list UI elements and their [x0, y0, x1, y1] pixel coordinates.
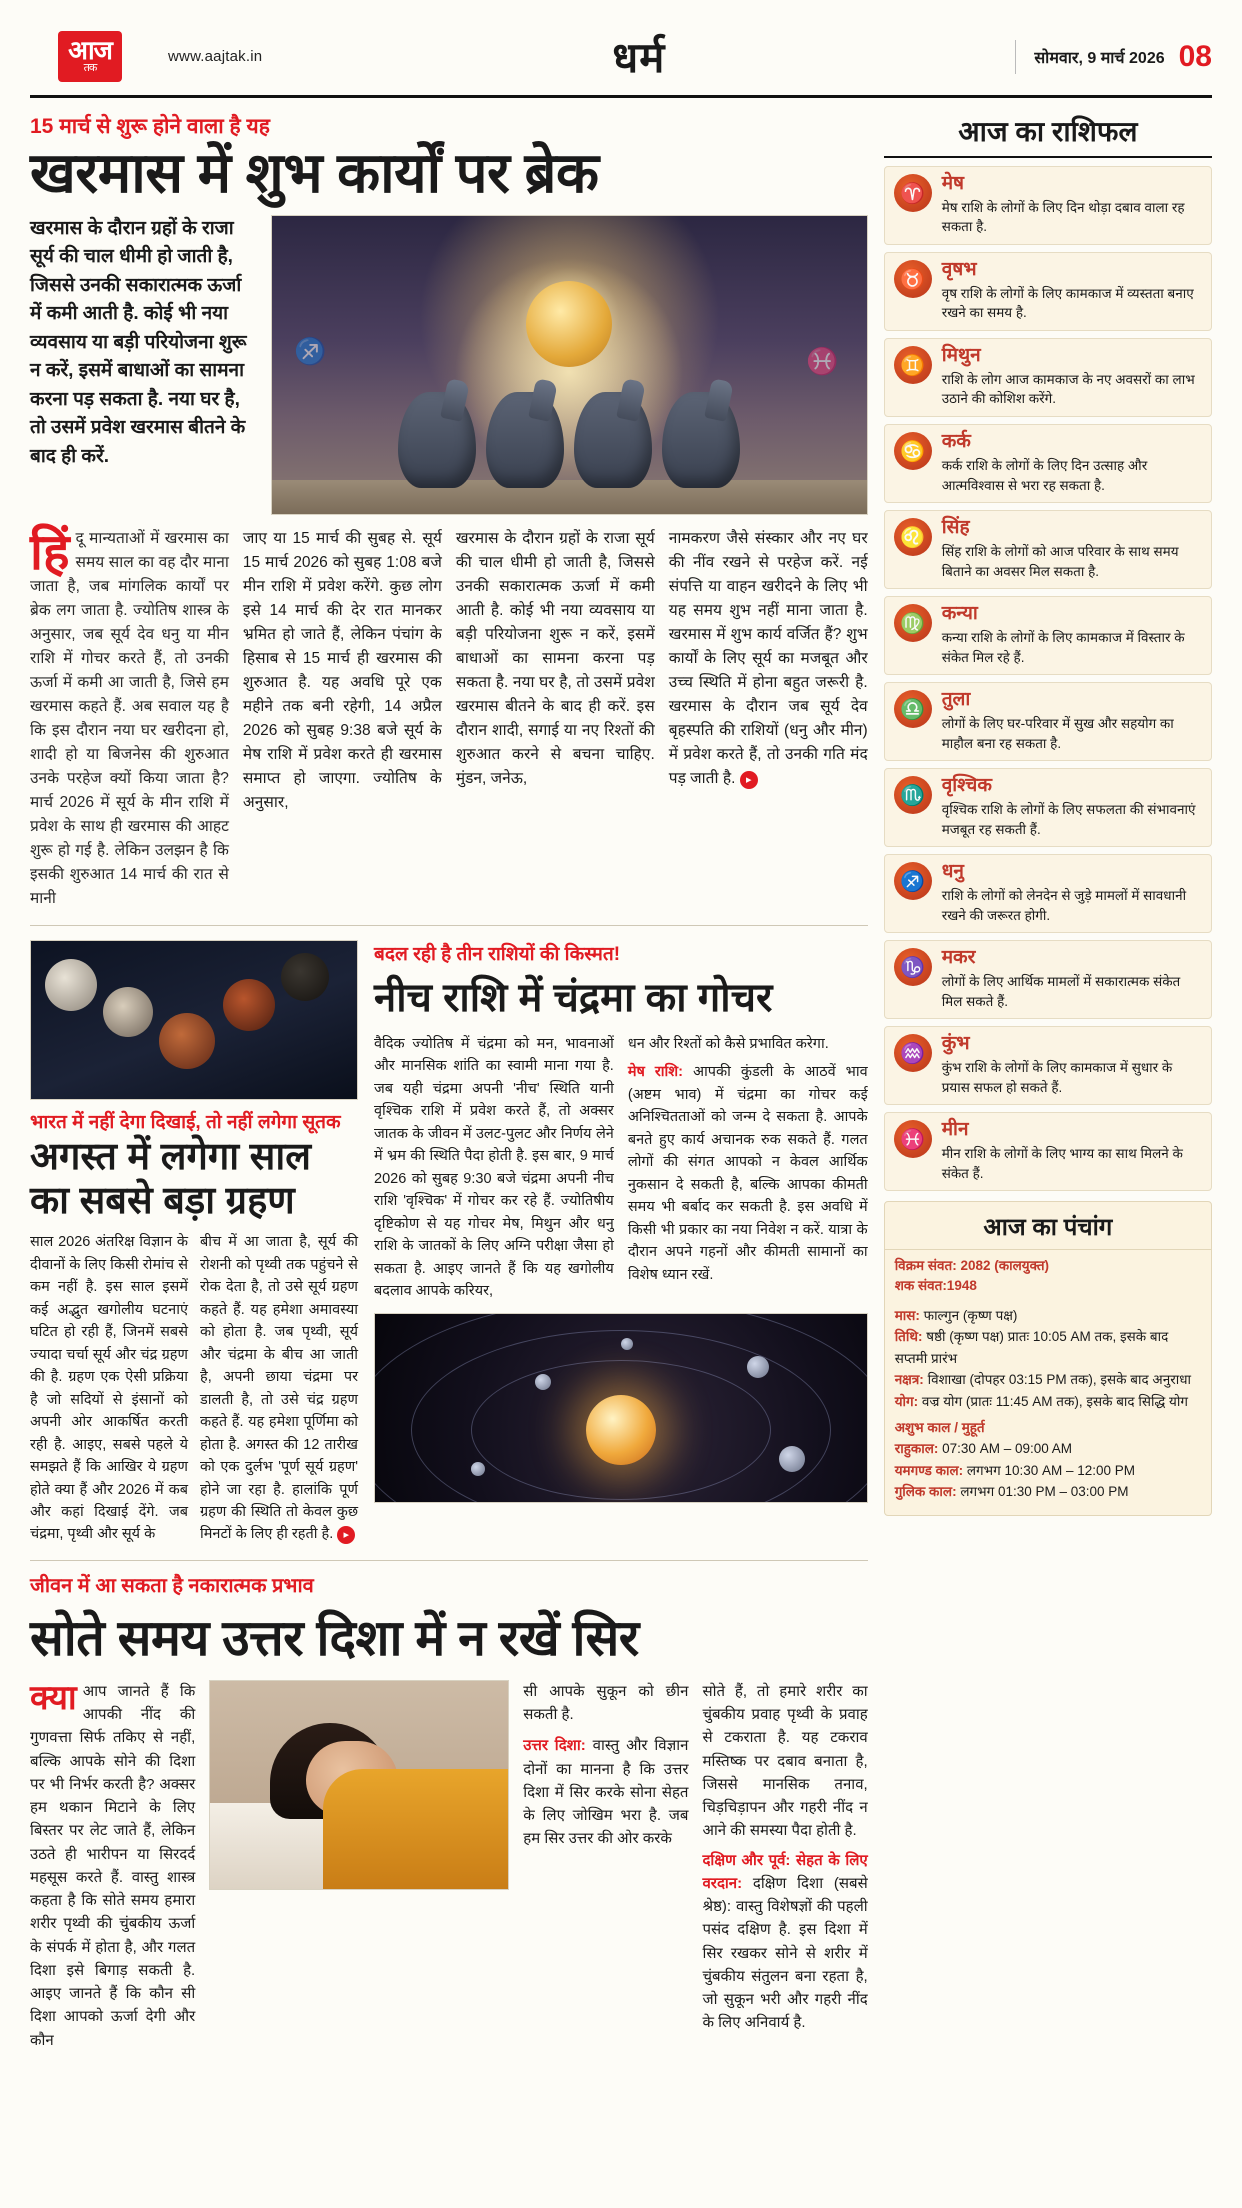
lead-col1-text: दू मान्यताओं में खरमास का समय साल का वह दौर माना जाता है, जब मांगलिक कार्यों पर ब्रेक लग जाता है. ज्योतिष शास्त्र के अनुसार, जब सूर्य देव धनु या मीन राशि में गोचर करते हैं, तो उनकी ऊर्जा में कमी आ जाती है, जिसे हम खरमास कहते हैं. अब सवाल यह है कि इस दौरान नया घर खरीदना हो, शादी हो या बिजनेस की शुरुआत उनके परहेज क्यों किया जाता है? मार्च 2026 में सूर्य के मीन राशि में प्रवेश के साथ ही खरमास की आहट शुरू हो गई है. लेकिन उलझन है कि इसकी शुरुआत 14 मार्च की रात से मानी	[30, 529, 229, 907]
rashifal-item-kanya[interactable]	[884, 596, 1212, 675]
sign-text: मेष राशि के लोगों के लिए दिन थोड़ा दबाव वाला रह सकता है.	[941, 199, 1185, 235]
panchang-label-ashubh: अशुभ काल / मुहूर्त	[894, 1419, 985, 1435]
sleep-col1-text: आप जानते हैं कि आपकी नींद की गुणवत्ता सिर्फ तकिए से नहीं, बल्कि आपके सोने की दिशा पर भी निर्भर करती है? अक्सर हम थकान मिटाने के लिए बिस्तर पर लेट जाते हैं, लेकिन उठते ही भारीपन या सिरदर्द महसूस करते हैं. वास्तु शास्त्र कहता है कि सोते समय हमारा शरीर पृथ्वी की चुंबकीय ऊर्जा के संपर्क में होता है, और गलत दिशा इसे बिगाड़ सकती है. आइए जानते हैं कि कौन सी दिशा आपको ऊर्जा देगी और कौन	[30, 1682, 196, 2049]
rashifal-item-mesh[interactable]	[884, 166, 1212, 245]
moon-column-2	[628, 1033, 868, 1303]
panchang-label-yog: योग:	[894, 1394, 919, 1410]
cancer-zodiac-icon: ♋	[894, 432, 932, 470]
eclipse-col2-text: बीच में आ जाता है, सूर्य की रोशनी को पृथ्वी तक पहुंचने से रोक देता है, तो उसे सूर्य ग्रहण कहते हैं. यह हमेशा अमावस्या को होता है. जब पृथ्वी, सूर्य और चंद्रमा के बीच आ जाती है, अपनी छाया चंद्रमा पर डालती है, तो उसे चंद्र ग्रहण कहते हैं. यह हमेशा पूर्णिमा को होता है. अगस्त की 12 तारीख को एक दुर्लभ 'पूर्ण सूर्य ग्रहण' होने जा रहा है. हालांकि पूर्ण ग्रहण की स्थिति तो केवल कुछ मिनटों के लिए ही रहती है.	[200, 1234, 358, 1543]
moon-phase	[223, 979, 275, 1031]
lead-story	[30, 112, 868, 911]
sign-name: तुला	[941, 689, 971, 711]
moon-headline: नीच राशि में चंद्रमा का गोचर	[374, 975, 773, 1020]
panchang-panel	[884, 1201, 1212, 1516]
website-url[interactable]: www.aajtak.in	[168, 48, 263, 65]
horse	[574, 392, 652, 488]
sleep-col2-text: सी आपके सुकून को छीन सकती है.	[523, 1682, 689, 1724]
sleep-direction-story	[30, 1560, 868, 2052]
page-content	[30, 112, 1212, 2052]
sagittarius-zodiac-icon: ♐	[894, 862, 932, 900]
planet	[779, 1446, 805, 1472]
sign-text: लोगों के लिए घर-परिवार में सुख और सहयोग का माहौल बना रह सकता है.	[941, 715, 1174, 751]
moon-phase	[159, 1013, 215, 1069]
sign-name: मीन	[941, 1119, 969, 1141]
surya-chariot-image	[271, 215, 868, 515]
rashifal-item-tula[interactable]	[884, 682, 1212, 761]
sleep-dropcap: क्या	[30, 1678, 77, 1717]
horse	[486, 392, 564, 488]
mid-section	[30, 940, 868, 1546]
eclipse-kicker: भारत में नहीं देगा दिखाई, तो नहीं लगेगा सूतक	[30, 1111, 341, 1133]
lead-standfirst: खरमास के दौरान ग्रहों के राजा सूर्य की चाल धीमी हो जाती है, जिससे उनकी सकारात्मक ऊर्जा में कमी आती है. कोई भी नया व्यवसाय या बड़ी परियोजना शुरू न करें, इसमें बाधाओं का सामना करना पड़ सकता है. नया घर है, तो उसमें प्रवेश खरमास बीतने के बाद ही करें.	[30, 217, 247, 467]
page-number: 08	[1178, 39, 1212, 73]
lunar-eclipse-image	[30, 940, 358, 1100]
horse	[662, 392, 740, 488]
vikram-samvat: विक्रम संवत: 2082 (कालयुक्त)	[894, 1258, 1050, 1274]
horses-group	[398, 392, 740, 488]
moon-kicker: बदल रही है तीन राशियों की किस्मत!	[374, 943, 621, 965]
vardan-subhead: वरदान:	[702, 1874, 743, 1892]
rashifal-item-kumbh[interactable]	[884, 1026, 1212, 1105]
sign-name: कन्या	[941, 603, 978, 625]
panchang-value-tithi: षष्ठी (कृष्ण पक्ष) प्रातः 10:05 AM तक, इसके बाद सप्तमी प्रारंभ	[894, 1329, 1169, 1366]
scorpio-zodiac-icon: ♏	[894, 776, 932, 814]
planet	[747, 1356, 769, 1378]
sleep-column-3	[702, 1680, 867, 2052]
moon-transit-story	[374, 940, 868, 1546]
read-more-icon[interactable]: ▸	[740, 771, 758, 789]
sleep-col2b-text: वास्तु और विज्ञान दोनों का मानना है कि उत्तर दिशा में सिर करके सोना सेहत के लिए जोखिम भरा है. जब हम सिर उत्तर की ओर करके	[523, 1737, 689, 1848]
lead-column-3: खरमास के दौरान ग्रहों के राजा सूर्य की चाल धीमी हो जाती है, जिससे उनकी सकारात्मक ऊर्जा में कमी आती है. कोई भी नया व्यवसाय या बड़ी परियोजना शुरू न करें, इसमें बाधाओं का सामना करना पड़ सकता है. नया घर है, तो उसमें प्रवेश खरमास बीतने के बाद ही करें. इस दौरान शादी, सगाई या नए रिश्तों की शुरुआत करने से बचना चाहिए. मुंडन, जनेऊ,	[455, 529, 655, 787]
moon-phase	[45, 959, 97, 1011]
panchang-value-yog: वज्र योग (प्रातः 11:45 AM तक), इसके बाद सिद्धि योग	[921, 1394, 1188, 1410]
planet	[471, 1462, 485, 1476]
panchang-value-yamgand: लगभग 10:30 AM – 12:00 PM	[966, 1462, 1136, 1478]
panchang-label-gulik: गुलिक काल:	[894, 1484, 957, 1500]
north-direction-subhead: उत्तर दिशा:	[523, 1737, 586, 1755]
panchang-label-yamgand: यमगण्ड काल:	[894, 1462, 964, 1478]
rashifal-item-vrishabh[interactable]	[884, 252, 1212, 331]
section-title-wrap	[262, 28, 1015, 85]
pisces-symbol-icon: ♓	[806, 345, 839, 376]
eclipse-story	[30, 940, 358, 1546]
panchang-value-gulik: लगभग 01:30 PM – 03:00 PM	[960, 1484, 1129, 1500]
shak-samvat: शक संवत:1948	[894, 1278, 977, 1294]
libra-zodiac-icon: ♎	[894, 690, 932, 728]
read-more-icon[interactable]: ▸	[337, 1526, 355, 1544]
lead-column-4	[669, 527, 868, 911]
solar-system-image	[374, 1313, 868, 1503]
aries-zodiac-icon: ♈	[894, 174, 932, 212]
sign-text: राशि के लोग आज कामकाज के नए अवसरों का लाभ उठाने की कोशिश करेंगे.	[941, 371, 1195, 407]
section-title: धर्म	[612, 34, 666, 81]
horse	[398, 392, 476, 488]
sign-name: मकर	[941, 947, 976, 969]
moon-phase	[281, 953, 329, 1001]
sign-text: कर्क राशि के लोगों के लिए दिन उत्साह और आत्मविश्वास से भरा रह सकता है.	[941, 457, 1148, 493]
panchang-value-maas: फाल्गुन (कृष्ण पक्ष)	[923, 1307, 1018, 1323]
sign-text: राशि के लोगों को लेनदेन से जुड़े मामलों में सावधानी रखने की जरूरत होगी.	[941, 888, 1187, 923]
sun-deity-figure	[526, 281, 612, 367]
rashifal-item-kark[interactable]	[884, 424, 1212, 503]
sign-name: सिंह	[941, 517, 970, 539]
sign-text: कुंभ राशि के लोगों के लिए कामकाज में सुधार के प्रयास सफल हो सकते हैं.	[941, 1060, 1173, 1095]
aquarius-zodiac-icon: ♒	[894, 1034, 932, 1072]
sleep-col3-text: सोते हैं, तो हमारे शरीर का चुंबकीय प्रवाह पृथ्वी के प्रवाह से टकराता है. यह टकराव मस्तिष्क पर दबाव बनाता है, जिससे मानसिक तनाव, चिड़चिड़ापन और गहरी नींद न आने की समस्या पैदा होती है.	[702, 1682, 868, 1840]
masthead	[30, 28, 1212, 98]
panchang-label-rahukaal: राहुकाल:	[894, 1441, 939, 1457]
panchang-value-nakshatra: विशाखा (दोपहर 03:15 PM तक), इसके बाद अनुराधा	[927, 1372, 1192, 1388]
sign-name: धनु	[941, 861, 964, 883]
rashifal-title: आज का राशिफल	[884, 112, 1212, 158]
aries-subhead: मेष राशि:	[627, 1064, 683, 1081]
sagittarius-symbol-icon: ♐	[294, 335, 327, 366]
virgo-zodiac-icon: ♍	[894, 604, 932, 642]
logo-sub-text: तक	[83, 62, 97, 74]
sleep-headline: सोते समय उत्तर दिशा में न रखें सिर	[30, 1609, 639, 1666]
rashifal-item-vrishchik[interactable]	[884, 768, 1212, 847]
sign-name: वृश्चिक	[941, 775, 992, 797]
panchang-label-nakshatra: नक्षत्र:	[894, 1372, 924, 1388]
moon-phase	[103, 987, 153, 1037]
rashifal-item-mithun[interactable]	[884, 338, 1212, 417]
sign-name: कुंभ	[941, 1033, 970, 1055]
rashifal-item-makar[interactable]	[884, 940, 1212, 1019]
gemini-zodiac-icon: ♊	[894, 346, 932, 384]
sleep-column-1	[30, 1680, 195, 2052]
masthead-meta	[1015, 40, 1212, 74]
sign-name: मेष	[941, 173, 965, 194]
lead-headline: खरमास में शुभ कार्यों पर ब्रेक	[30, 141, 599, 204]
sign-text: मीन राशि के लोगों के लिए भाग्य का साथ मिलने के संकेत हैं.	[941, 1146, 1183, 1181]
lead-column-2: जाए या 15 मार्च की सुबह से. सूर्य 15 मार्च 2026 को सुबह 1:08 बजे मीन राशि में प्रवेश करेंगे. कुछ लोग इसे 14 मार्च की देर रात मानकर भ्रमित हो जाते हैं, लेकिन पंचांग के हिसाब से 15 मार्च ही खरमास की शुरुआत है. यह अवधि पूरे एक महीने तक बनी रहेगी, 14 अप्रैल 2026 को सुबह 9:38 बजे सूर्य के मेष राशि में प्रवेश करते ही खरमास समाप्त हो जाएगा. ज्योतिष के अनुसार,	[242, 529, 442, 811]
sleep-col3b-text: दक्षिण दिशा (सबसे श्रेष्ठ): वास्तु विशेषज्ञों की पहली पसंद दक्षिण है. इस दिशा में सिर रखकर सोने से शरीर में चुंबकीय संतुलन बना रहता है, जो सुकून भरी और गहरी नींद के लिए अनिवार्य है.	[702, 1874, 868, 2032]
taurus-zodiac-icon: ♉	[894, 260, 932, 298]
lead-dropcap: हिं	[30, 523, 70, 580]
sign-text: लोगों के लिए आर्थिक मामलों में सकारात्मक संकेत मिल सकते हैं.	[941, 974, 1181, 1009]
publication-logo	[30, 31, 150, 82]
pisces-zodiac-icon: ♓	[894, 1120, 932, 1158]
lead-kicker: 15 मार्च से शुरू होने वाला है यह	[30, 115, 270, 138]
sign-name: कर्क	[941, 431, 971, 453]
edition-date: सोमवार, 9 मार्च 2026	[1034, 49, 1165, 67]
moon-col1-text: वैदिक ज्योतिष में चंद्रमा को मन, भावनाओं और मानसिक शांति का स्वामी माना गया है. जब यही चंद्रमा अपनी 'नीच' स्थिति यानी वृश्चिक राशि में प्रवेश करते हैं, तो अक्सर जातक के जीवन में उलट-पुलट और निर्णय लेने में भ्रम की स्थिति पैदा होती है. इस बार, 9 मार्च 2026 को सुबह 9:30 बजे चंद्रमा अपनी नीच राशि 'वृश्चिक' में गोचर कर रहे हैं. ज्योतिषीय दृष्टिकोण से यह गोचर मेष, मिथुन और धनु राशि के जातकों के लिए अग्नि परीक्षा जैसा हो सकता है. आइए जानते हैं कि यह खगोलीय बदलाव आपके करियर,	[374, 1035, 614, 1300]
rashifal-item-dhanu[interactable]	[884, 854, 1212, 933]
south-east-subhead: दक्षिण और पूर्व: सेहत के लिए	[702, 1851, 868, 1869]
sleeping-woman-image	[209, 1680, 509, 1890]
panchang-label-tithi: तिथि:	[894, 1329, 923, 1345]
blanket	[323, 1769, 508, 1889]
planet	[535, 1374, 551, 1390]
sign-text: वृष राशि के लोगों के लिए कामकाज में व्यस्तता बनाए रखने का समय है.	[941, 285, 1194, 321]
divider	[30, 925, 868, 926]
sun-icon	[586, 1395, 656, 1465]
sign-name: मिथुन	[941, 345, 981, 367]
panchang-title: आज का पंचांग	[885, 1202, 1211, 1250]
main-column	[30, 112, 868, 2052]
sign-text: कन्या राशि के लोगों के लिए कामकाज में विस्तार के संकेत मिल रहे हैं.	[941, 629, 1185, 665]
sleep-column-2	[523, 1680, 688, 2052]
rashifal-item-meen[interactable]	[884, 1112, 1212, 1191]
sleep-kicker: जीवन में आ सकता है नकारात्मक प्रभाव	[30, 1574, 314, 1597]
moon-col2-text: आपकी कुंडली के आठवें भाव (अष्टम भाव) में चंद्रमा का गोचर कई अनिश्चितताओं को जन्म दे सकता है. आपके बनते हुए कार्य अचानक रुक सकते हैं. गलत लोगों की संगत आपको न केवल आर्थिक नुकसान दे सकती है, बल्कि आपका कीमती समय भी बर्बाद कर सकती है. इस अवधि में किसी भी प्रकार का नया निवेश न करें. यात्रा के दौरान अपने गहनों और कीमती सामानों का विशेष ध्यान रखें.	[627, 1064, 868, 1283]
sign-name: वृषभ	[941, 259, 977, 281]
horoscope-rail	[884, 112, 1212, 2052]
moon-column-1	[374, 1033, 614, 1303]
panchang-value-rahukaal: 07:30 AM – 09:00 AM	[942, 1441, 1072, 1457]
logo-main-text: आज	[68, 35, 112, 65]
sign-text: वृश्चिक राशि के लोगों के लिए सफलता की संभावनाएं मजबूत रह सकती हैं.	[941, 802, 1196, 837]
rashifal-item-singh[interactable]	[884, 510, 1212, 589]
eclipse-column-2	[200, 1231, 358, 1546]
capricorn-zodiac-icon: ♑	[894, 948, 932, 986]
planet	[621, 1338, 633, 1350]
leo-zodiac-icon: ♌	[894, 518, 932, 556]
sign-text: सिंह राशि के लोगों को आज परिवार के साथ समय बिताने का अवसर मिल सकता है.	[941, 543, 1179, 579]
panchang-label-maas: मास:	[894, 1307, 920, 1323]
moon-col1-tail: धन और रिश्तों को कैसे प्रभावित करेगा.	[627, 1035, 829, 1052]
eclipse-headline: अगस्त में लगेगा साल का सबसे बड़ा ग्रहण	[30, 1135, 311, 1222]
lead-col4-text: नामकरण जैसे संस्कार और नए घर की नींव रखने से परहेज करें. नई संपत्ति या वाहन खरीदने के लिए भी यह समय शुभ नहीं माना जाता है. खरमास में शुभ कार्य वर्जित हैं? शुभ कार्यों के लिए सूर्य का मजबूत और उच्च स्थिति में होना बहुत जरूरी है. खरमास के दौरान जब सूर्य देव बृहस्पति की राशियों (धनु और मीन) में प्रवेश करते हैं, तो उनकी गति मंद पड़ जाती है.	[668, 529, 868, 787]
lead-column-1	[30, 523, 229, 911]
eclipse-column-1: साल 2026 अंतरिक्ष विज्ञान के दीवानों के लिए किसी रोमांच से कम नहीं है. इस साल इसमें कई अद्भुत खगोलीय घटनाएं घटित हो रही हैं, जिनमें सबसे ज्यादा चर्चा सूर्य और चंद्र ग्रहण की है. ग्रहण एक ऐसी प्रक्रिया है जो सदियों से इंसानों को अपनी ओर आकर्षित करती रही है. आइए, सबसे पहले ये समझते हैं कि आखिर ये ग्रहण होते क्या हैं और 2026 में कब और कहां दिखाई देंगे. जब चंद्रमा, पृथ्वी और सूर्य के	[30, 1234, 188, 1543]
